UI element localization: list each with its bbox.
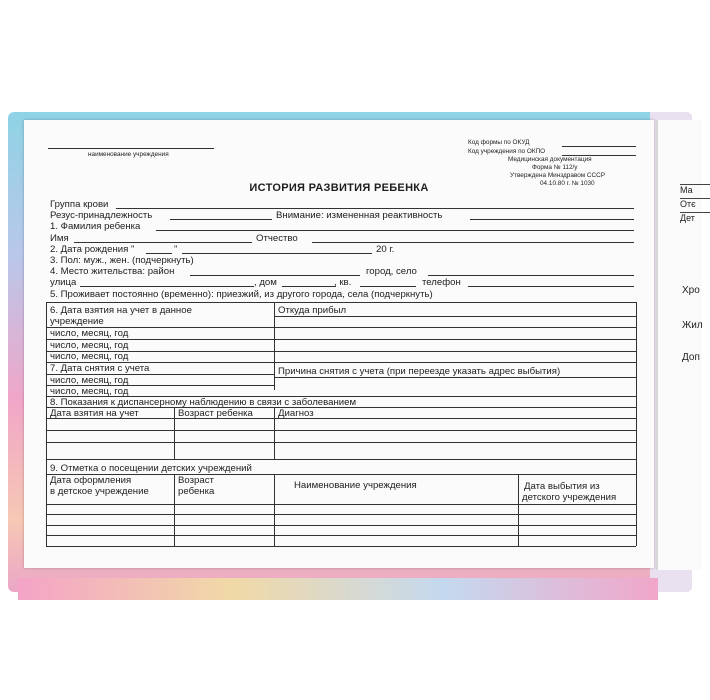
col-date-taken: Дата взятия на учет [50,408,139,419]
col-leave-b: детского учреждения [522,492,617,503]
table-row-line [46,430,636,431]
patronymic-field[interactable] [312,242,634,243]
attention-field[interactable] [470,219,634,220]
s7-label: 7. Дата снятия с учета [50,363,150,374]
form-number: Форма № 112/у [532,164,578,171]
table-row-line [46,459,636,460]
name-field[interactable] [74,242,252,243]
table-row-line [46,351,636,352]
right-table-row [680,212,710,227]
table-row-line [46,525,636,526]
table-row-line [46,504,636,505]
okud-line [562,146,636,147]
cover-edge [18,578,658,600]
apt-field[interactable] [360,286,416,287]
institution-label: наименование учреждения [88,151,169,158]
rh-field[interactable] [170,219,272,220]
s8-label: 8. Показания к диспансерному наблюдению в связи с заболеванием [50,397,357,408]
blood-group-field[interactable] [116,208,634,209]
right-label: Дет [680,213,695,223]
city-field[interactable] [428,275,634,276]
col-age-b: ребенка [178,486,215,497]
street-field[interactable] [80,286,254,287]
table-divider [274,407,275,459]
col-age: Возраст ребенка [178,408,253,419]
s6-label-2: учреждение [50,316,104,327]
right-label: Ма [680,185,693,195]
table-row-line [46,535,636,536]
institution-line [48,148,214,149]
name-label: Имя [50,233,69,244]
dmy-label: число, месяц, год [50,328,129,339]
right-page [656,120,702,570]
birth-day-field[interactable] [146,253,172,254]
col-date-reg: Дата оформления [50,475,132,486]
col-diagnosis: Диагноз [278,408,314,419]
residence-label: 4. Место жительства: район [50,266,175,277]
lives-label: 5. Проживает постоянно (временно): приезжий, из другого города, села (подчеркнуть) [50,289,433,300]
doc-type: Медицинская документация [508,156,592,163]
house-field[interactable] [282,286,336,287]
table-row-line [46,474,636,475]
table-row-line [46,442,636,443]
right-table-row [680,198,710,213]
table-row-line [46,339,636,340]
table-row-line [46,514,636,515]
birth-year-label: 20 г. [376,244,395,255]
house-label: , дом [254,277,277,288]
street-label: улица [50,277,77,288]
col-leave-a: Дата выбытия из [524,481,600,492]
okpo-label: Код учреждения по ОКПО [468,148,546,155]
from-label: Откуда прибыл [278,305,347,316]
form-page [24,120,654,568]
dmy-label: число, месяц, год [50,386,129,397]
table-row-line [46,418,636,419]
dmy-label: число, месяц, год [50,340,129,351]
right-label: Отє [680,199,696,209]
table-border [636,302,637,546]
s6-label: 6. Дата взятия на учет в данное [50,305,192,316]
table-row-line [46,546,636,547]
col-date-reg-2: в детское учреждение [50,486,149,497]
birth-month-field[interactable] [182,253,372,254]
right-table-row [680,184,710,199]
table-row-line [46,327,636,328]
rh-label: Резус-принадлежность [50,210,153,221]
col-institution: Наименование учреждения [294,480,417,491]
sex-label: 3. Пол: муж., жен. (подчеркнуть) [50,255,194,266]
table-row-line [274,316,636,317]
surname-label: 1. Фамилия ребенка [50,221,141,232]
right-label: Хро [682,285,700,296]
apt-label: , кв. [334,277,352,288]
blood-group-label: Группа крови [50,199,109,210]
form-title: ИСТОРИЯ РАЗВИТИЯ РЕБЕНКА [249,182,429,194]
reason-label: Причина снятия с учета (при переезде указать адрес выбытия) [278,366,561,377]
dmy-label: число, месяц, год [50,351,129,362]
right-label: Жил [682,320,703,331]
patronymic-label: Отчество [256,233,298,244]
right-label: Доп [682,352,700,363]
phone-label: телефон [422,277,461,288]
table-row-line [274,377,636,378]
s9-label: 9. Отметка о посещении детских учреждений [50,463,252,474]
approved-by: Утверждена Минздравом СССР [510,172,606,179]
city-label: город, село [366,266,417,277]
surname-field[interactable] [156,230,634,231]
district-field[interactable] [190,275,360,276]
table-divider [174,407,175,459]
table-border [46,302,636,303]
dmy-label: число, месяц, год [50,375,129,386]
phone-field[interactable] [468,286,634,287]
col-age-a: Возраст [178,475,214,486]
birth-date-label: 2. Дата рождения " [50,244,135,255]
birth-date-quote: " [174,244,178,255]
attention-label: Внимание: измененная реактивность [276,210,443,221]
approved-date: 04.10.80 г. № 1030 [540,180,595,187]
okud-label: Код формы по ОКУД [468,139,530,146]
